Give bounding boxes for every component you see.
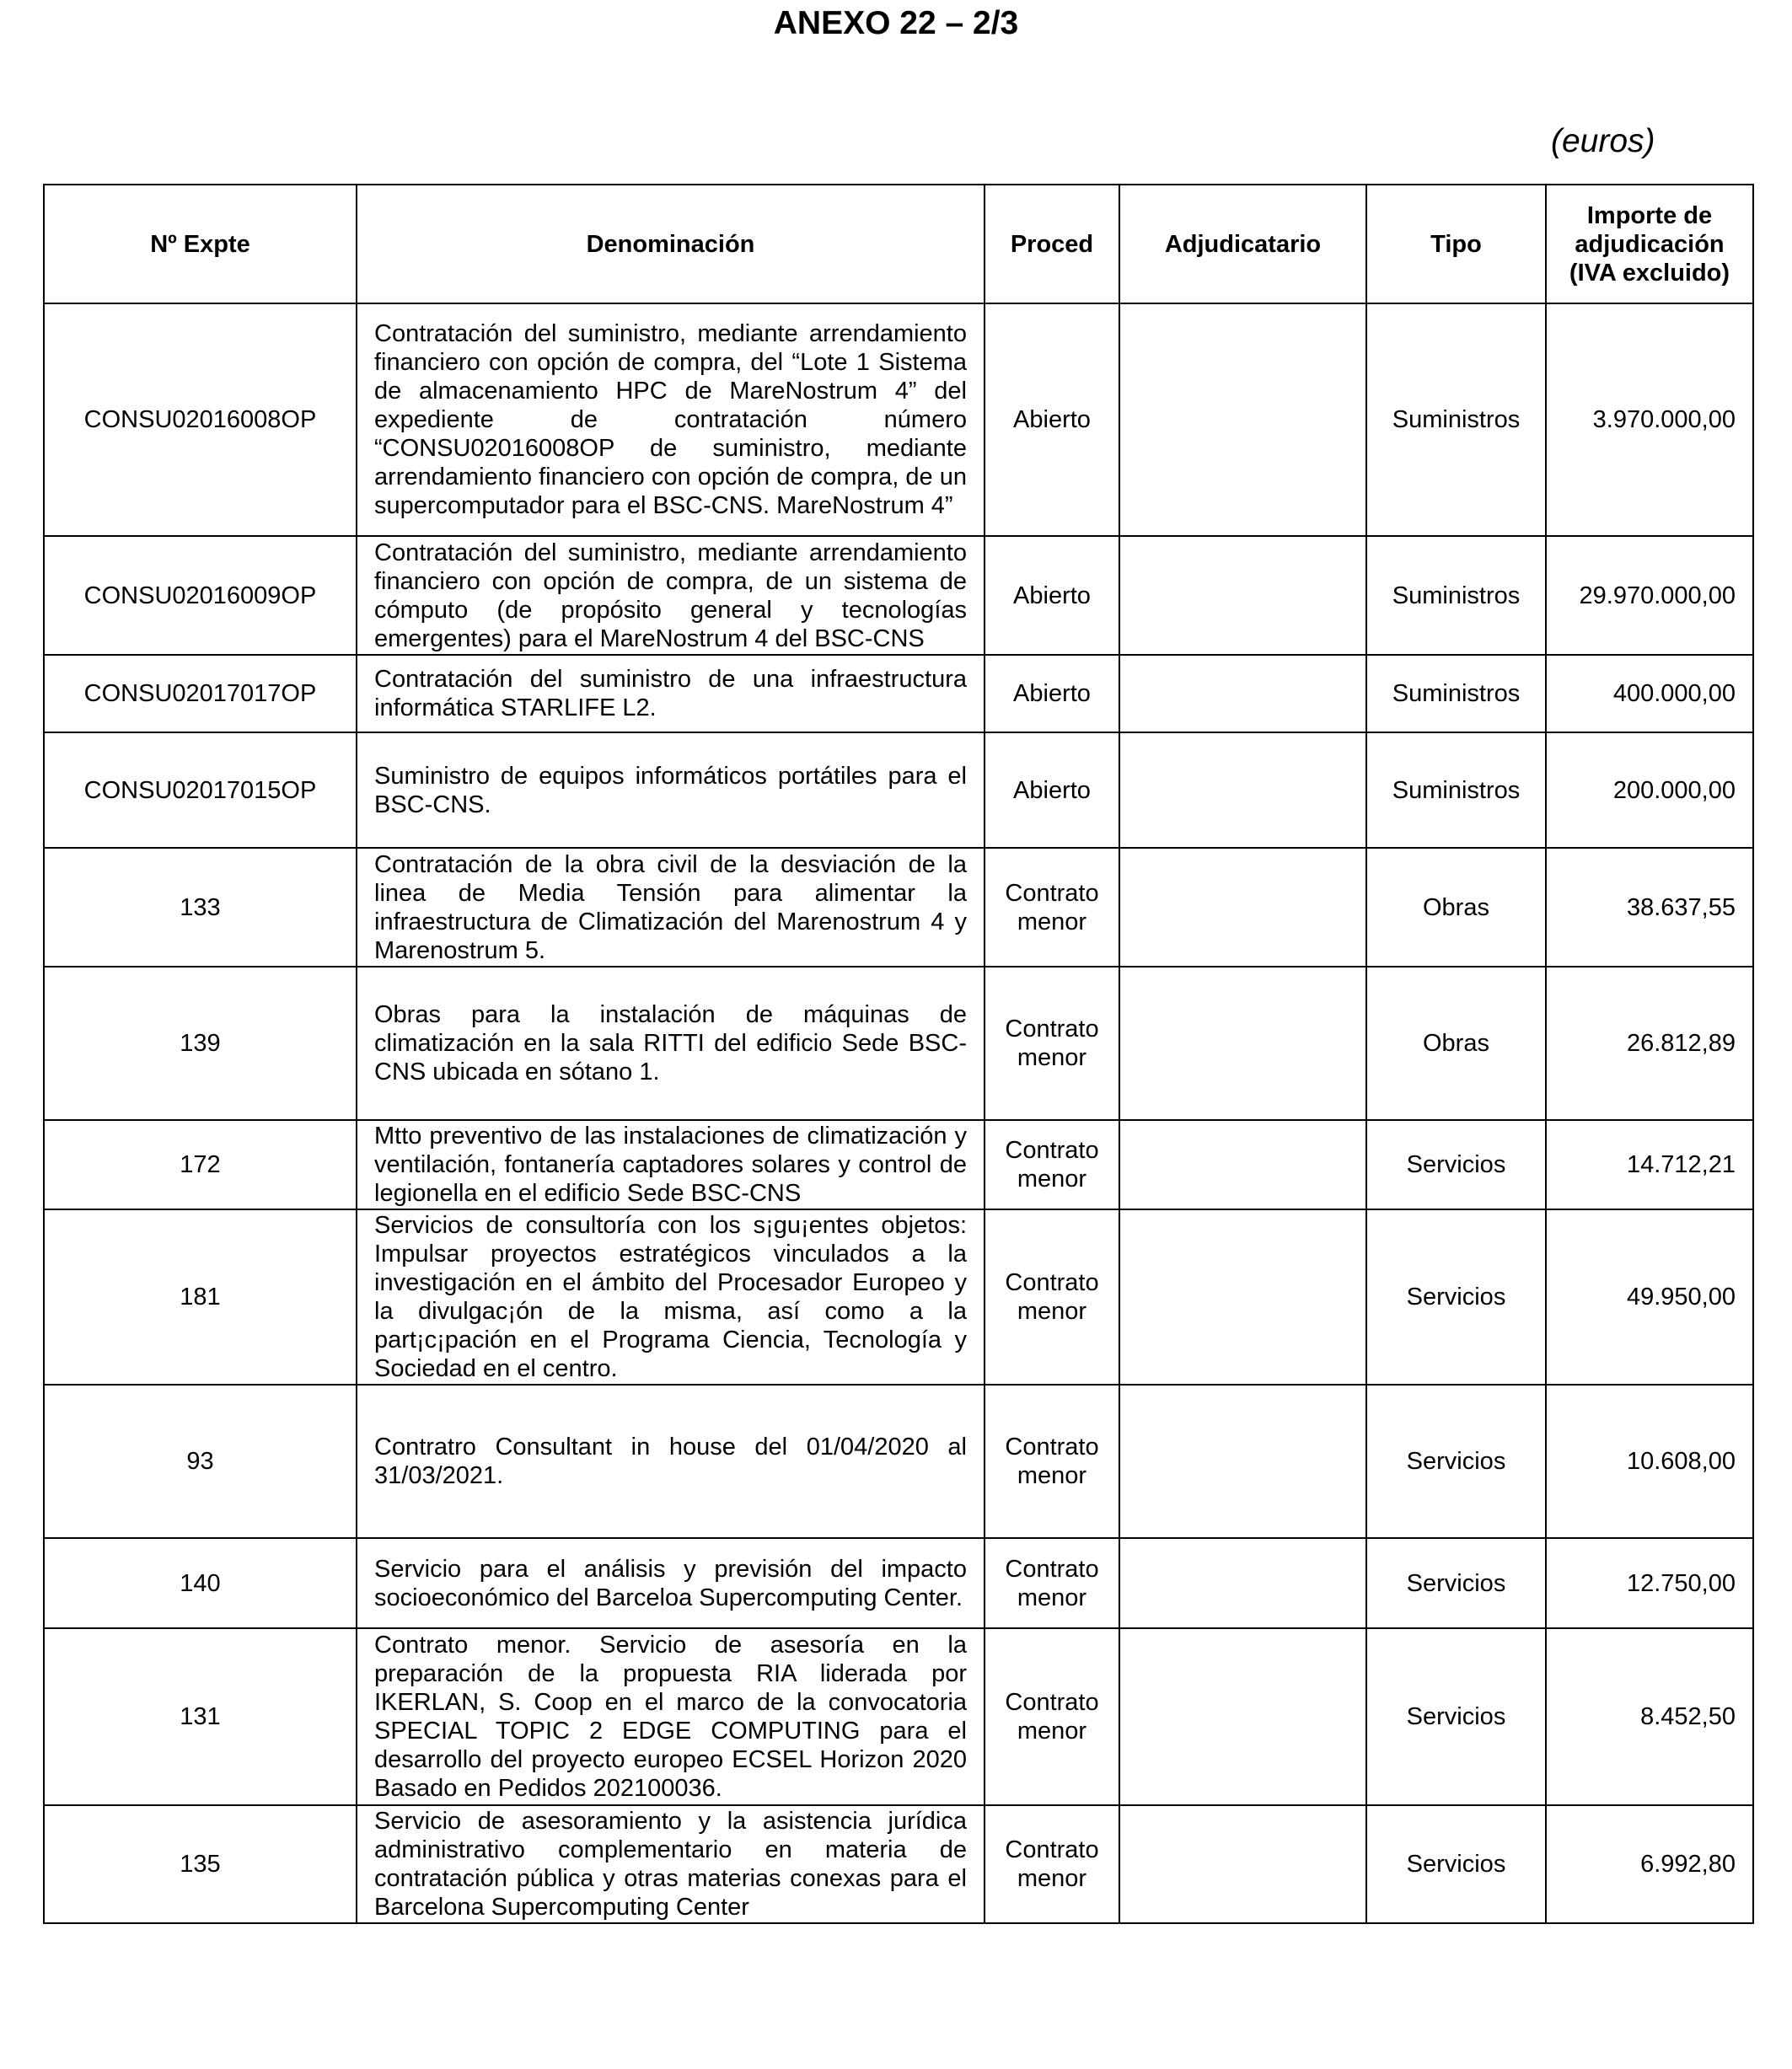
cell-importe: 200.000,00 <box>1546 732 1753 848</box>
cell-expte: CONSU02016009OP <box>44 536 357 655</box>
table-row <box>44 1628 1753 1805</box>
cell-adjudicatario <box>1119 1120 1366 1209</box>
header-adjudicatario: Adjudicatario <box>1119 185 1366 303</box>
cell-expte: 131 <box>44 1628 357 1805</box>
cell-adjudicatario <box>1119 1628 1366 1805</box>
cell-tipo: Obras <box>1366 848 1546 967</box>
header-proced: Proced <box>985 185 1119 303</box>
cell-tipo: Servicios <box>1366 1209 1546 1385</box>
table-header-row <box>44 185 1753 303</box>
cell-denominacion: Contratación del suministro de una infraestructura informática STARLIFE L2. <box>357 655 985 732</box>
cell-denominacion: Contratación de la obra civil de la desviación de la linea de Media Tensión para alimentar la infraestructura de Climatización del Marenostrum 4 y Marenostrum 5. <box>357 848 985 967</box>
cell-importe: 12.750,00 <box>1546 1538 1753 1628</box>
cell-importe: 26.812,89 <box>1546 967 1753 1120</box>
table-row <box>44 303 1753 536</box>
header-expte: Nº Expte <box>44 185 357 303</box>
page-title: ANEXO 22 – 2/3 <box>773 5 1019 41</box>
cell-expte: 140 <box>44 1538 357 1628</box>
cell-denominacion: Contrato menor. Servicio de asesoría en la preparación de la propuesta RIA liderada por IKERLAN, S. Coop en el marco de la convocatoria SPECIAL TOPIC 2 EDGE COMPUTING para el desarrollo del proyecto europeo ECSEL Horizon 2020 Basado en Pedidos 202100036. <box>357 1628 985 1805</box>
cell-tipo: Servicios <box>1366 1538 1546 1628</box>
cell-adjudicatario <box>1119 848 1366 967</box>
cell-expte: CONSU02017017OP <box>44 655 357 732</box>
cell-proced: Abierto <box>985 303 1119 536</box>
cell-expte: 181 <box>44 1209 357 1385</box>
table-row <box>44 1120 1753 1209</box>
cell-adjudicatario <box>1119 303 1366 536</box>
cell-tipo: Obras <box>1366 967 1546 1120</box>
cell-denominacion: Contratro Consultant in house del 01/04/2020 al 31/03/2021. <box>357 1385 985 1538</box>
cell-tipo: Suministros <box>1366 655 1546 732</box>
cell-proced: Contrato menor <box>985 1209 1119 1385</box>
table-row <box>44 1538 1753 1628</box>
cell-proced: Contrato menor <box>985 1628 1119 1805</box>
cell-proced: Contrato menor <box>985 1120 1119 1209</box>
header-importe: Importe de adjudicación (IVA excluido) <box>1546 185 1753 303</box>
cell-proced: Abierto <box>985 732 1119 848</box>
cell-importe: 400.000,00 <box>1546 655 1753 732</box>
cell-tipo: Suministros <box>1366 303 1546 536</box>
cell-adjudicatario <box>1119 1805 1366 1923</box>
cell-denominacion: Mtto preventivo de las instalaciones de climatización y ventilación, fontanería captadores solares y control de legionella en el edificio Sede BSC-CNS <box>357 1120 985 1209</box>
contracts-table <box>43 184 1754 1924</box>
cell-denominacion: Obras para la instalación de máquinas de climatización en la sala RITTI del edificio Sede BSC-CNS ubicada en sótano 1. <box>357 967 985 1120</box>
cell-proced: Abierto <box>985 536 1119 655</box>
table-row <box>44 536 1753 655</box>
table-row <box>44 967 1753 1120</box>
cell-importe: 10.608,00 <box>1546 1385 1753 1538</box>
cell-importe: 49.950,00 <box>1546 1209 1753 1385</box>
cell-importe: 3.970.000,00 <box>1546 303 1753 536</box>
cell-importe: 38.637,55 <box>1546 848 1753 967</box>
cell-tipo: Servicios <box>1366 1628 1546 1805</box>
cell-expte: 172 <box>44 1120 357 1209</box>
cell-proced: Contrato menor <box>985 848 1119 967</box>
cell-adjudicatario <box>1119 1385 1366 1538</box>
cell-importe: 6.992,80 <box>1546 1805 1753 1923</box>
table-row <box>44 1385 1753 1538</box>
cell-tipo: Servicios <box>1366 1120 1546 1209</box>
cell-proced: Contrato menor <box>985 967 1119 1120</box>
table-row <box>44 1805 1753 1923</box>
header-denominacion: Denominación <box>357 185 985 303</box>
header-tipo: Tipo <box>1366 185 1546 303</box>
cell-denominacion: Suministro de equipos informáticos portátiles para el BSC-CNS. <box>357 732 985 848</box>
cell-denominacion: Servicio de asesoramiento y la asistencia jurídica administrativo complementario en materia de contratación pública y otras materias conexas para el Barcelona Supercomputing Center <box>357 1805 985 1923</box>
cell-importe: 29.970.000,00 <box>1546 536 1753 655</box>
cell-tipo: Servicios <box>1366 1385 1546 1538</box>
cell-adjudicatario <box>1119 1209 1366 1385</box>
cell-proced: Contrato menor <box>985 1805 1119 1923</box>
cell-adjudicatario <box>1119 536 1366 655</box>
cell-denominacion: Servicios de consultoría con los s¡gu¡entes objetos: Impulsar proyectos estratégicos vinculados a la investigación en el ámbito del Procesador Europeo y la divulgac¡ón de la misma, así como a la part¡c¡pación en el Programa Ciencia, Tecnología y Sociedad en el centro. <box>357 1209 985 1385</box>
table-row <box>44 848 1753 967</box>
cell-expte: 93 <box>44 1385 357 1538</box>
table-row <box>44 655 1753 732</box>
cell-denominacion: Contratación del suministro, mediante arrendamiento financiero con opción de compra, del “Lote 1 Sistema de almacenamiento HPC de MareNostrum 4” del expediente de contratación número “CONSU02016008OP de suministro, mediante arrendamiento financiero con opción de compra, de un supercomputador para el BSC-CNS. MareNostrum 4” <box>357 303 985 536</box>
cell-expte: 135 <box>44 1805 357 1923</box>
cell-denominacion: Servicio para el análisis y previsión del impacto socioeconómico del Barceloa Supercomputing Center. <box>357 1538 985 1628</box>
cell-expte: 139 <box>44 967 357 1120</box>
cell-proced: Abierto <box>985 655 1119 732</box>
table-row <box>44 732 1753 848</box>
cell-adjudicatario <box>1119 655 1366 732</box>
cell-expte: 133 <box>44 848 357 967</box>
cell-adjudicatario <box>1119 732 1366 848</box>
cell-expte: CONSU02017015OP <box>44 732 357 848</box>
cell-adjudicatario <box>1119 967 1366 1120</box>
cell-adjudicatario <box>1119 1538 1366 1628</box>
cell-proced: Contrato menor <box>985 1538 1119 1628</box>
cell-tipo: Suministros <box>1366 732 1546 848</box>
cell-tipo: Suministros <box>1366 536 1546 655</box>
cell-denominacion: Contratación del suministro, mediante arrendamiento financiero con opción de compra, de un sistema de cómputo (de propósito general y tecnologías emergentes) para el MareNostrum 4 del BSC-CNS <box>357 536 985 655</box>
cell-proced: Contrato menor <box>985 1385 1119 1538</box>
currency-unit: (euros) <box>1551 123 1655 159</box>
table-row <box>44 1209 1753 1385</box>
cell-importe: 14.712,21 <box>1546 1120 1753 1209</box>
cell-tipo: Servicios <box>1366 1805 1546 1923</box>
cell-expte: CONSU02016008OP <box>44 303 357 536</box>
cell-importe: 8.452,50 <box>1546 1628 1753 1805</box>
